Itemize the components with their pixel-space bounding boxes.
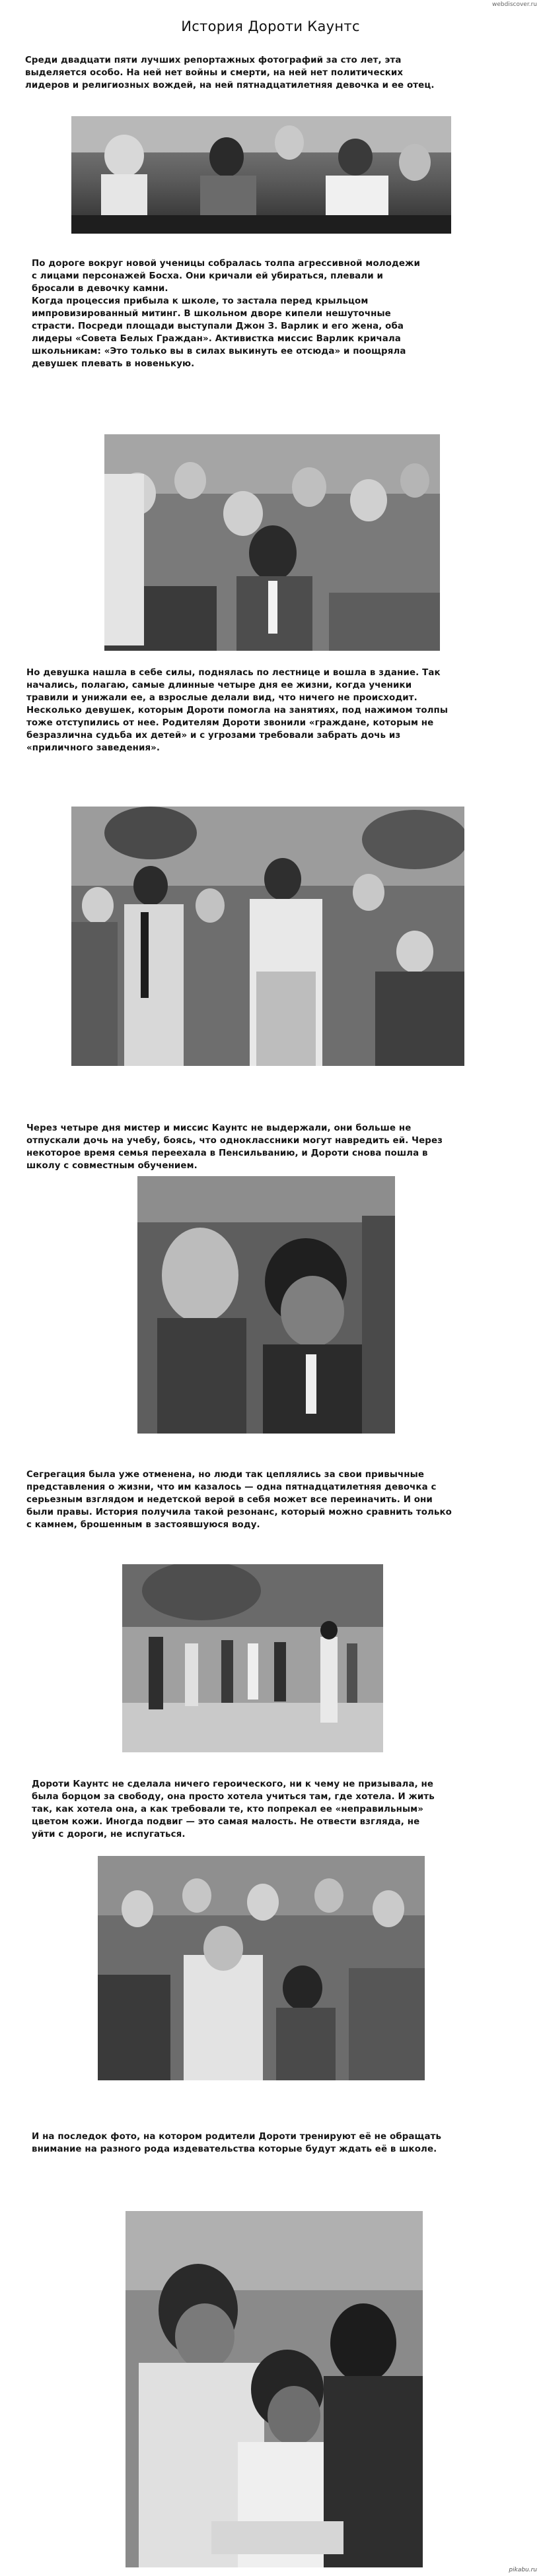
text-line: травили и унижали ее, а взрослые делали вид, что ничего не происходит. [26,693,417,703]
text-line: По дороге вокруг новой ученицы собралась толпа агрессивной молодежи [32,259,420,269]
text-line: Но девушка нашла в себе силы, поднялась по лестнице и вошла в здание. Так [26,668,441,678]
text-line: выделяется особо. На ней нет войны и смерти, на ней нет политических [25,68,404,78]
classmates-photo [137,1176,395,1434]
text-line: цветом кожи. Иногда подвиг — это самая малость. Не отвести взгляда, не [32,1817,420,1827]
crowd-paragraph [32,257,527,370]
closing-paragraph [32,2130,537,2156]
text-line: отпускали дочь на учебу, боясь, что одноклассники могут навредить ей. Через [26,1136,443,1146]
text-line: Через четыре дня мистер и миссис Каунтс не выдержали, они больше не [26,1123,412,1133]
footer-watermark: pikabu.ru [509,2567,537,2573]
school-hall-photo [98,1856,425,2080]
text-line: внимание на разного рода издевательства которые будут ждать её в школе. [32,2144,437,2154]
text-line: Сегрегация была уже отменена, но люди так цеплялись за свои привычные [26,1470,425,1480]
text-line: страсти. Посреди площади выступали Джон З. Варлик и его жена, оба [32,321,404,331]
text-line: школу с совместным обучением. [26,1161,198,1171]
text-line: бросали в девочку камни. [32,284,168,294]
text-line: «приличного заведения». [26,743,161,753]
text-line: лидеров и религиозных вождей, на ней пятнадцатилетняя девочка и ее отец. [25,81,435,90]
text-line: с камнем, брошенным в застоявшуюся воду. [26,1520,260,1530]
stairs-paragraph [26,667,535,754]
text-line: импровизированный митинг. В школьном дворе кипели нешуточные [32,309,391,319]
text-line: была борцом за свободу, она просто хотела учиться там, где хотела. И жить [32,1792,435,1802]
text-line: с лицами персонажей Босха. Они кричали ей убираться, плевали и [32,271,383,281]
text-line: так, как хотела она, а как требовали те, кто попрекал ее «неправильным» [32,1804,423,1814]
text-line: некоторое время семья переехала в Пенсильванию, и Дороти снова пошла в [26,1148,428,1158]
crowd-photo-3 [71,807,464,1066]
page-title: История Дороти Каунтс [181,18,360,34]
crowd-photo-2 [104,434,440,651]
family-paragraph [26,1122,535,1172]
street-photo [122,1564,383,1752]
text-line: были правы. История получила такой резонанс, который можно сравнить только [26,1507,452,1517]
text-line: Среди двадцати пяти лучших репортажных фотографий за сто лет, эта [25,55,402,65]
text-line: девушек плевать в новенькую. [32,359,195,369]
parents-training-photo [126,2211,423,2567]
heroism-paragraph [32,1778,537,1841]
intro-paragraph [25,54,527,92]
text-line: уйти с дороги, не испугаться. [32,1830,186,1839]
text-line: Дороти Каунтс не сделала ничего героического, ни к чему не призывала, не [32,1779,434,1789]
text-line: безразлична судьба их детей» и с угрозами требовали забрать дочь из [26,731,401,741]
text-line: лидеры «Совета Белых Граждан». Активистка миссис Варлик кричала [32,334,401,344]
text-line: серьезным взглядом и недетской верой в себя может все переиначить. И они [26,1495,433,1505]
text-line: тоже отступились от нее. Родителям Дороти звонили «граждане, которым не [26,718,434,728]
text-line: начались, полагаю, самые длинные четыре дня ее жизни, когда ученики [26,680,412,690]
crowd-photo-1 [71,116,451,234]
text-line: представления о жизни, что им казалось — одна пятнадцатилетняя девочка с [26,1482,437,1492]
text-line: школьникам: «Это только вы в силах выкинуть ее отсюда» и поощряла [32,347,406,356]
text-line: Несколько девушек, которым Дороти помогла на занятиях, под нажимом толпы [26,706,449,715]
segregation-paragraph [26,1469,538,1531]
site-watermark: webdiscover.ru [492,1,537,8]
text-line: Когда процессия прибыла к школе, то застала перед крыльцом [32,296,369,306]
text-line: И на последок фото, на котором родители Дороти тренируют её не обращать [32,2132,442,2142]
